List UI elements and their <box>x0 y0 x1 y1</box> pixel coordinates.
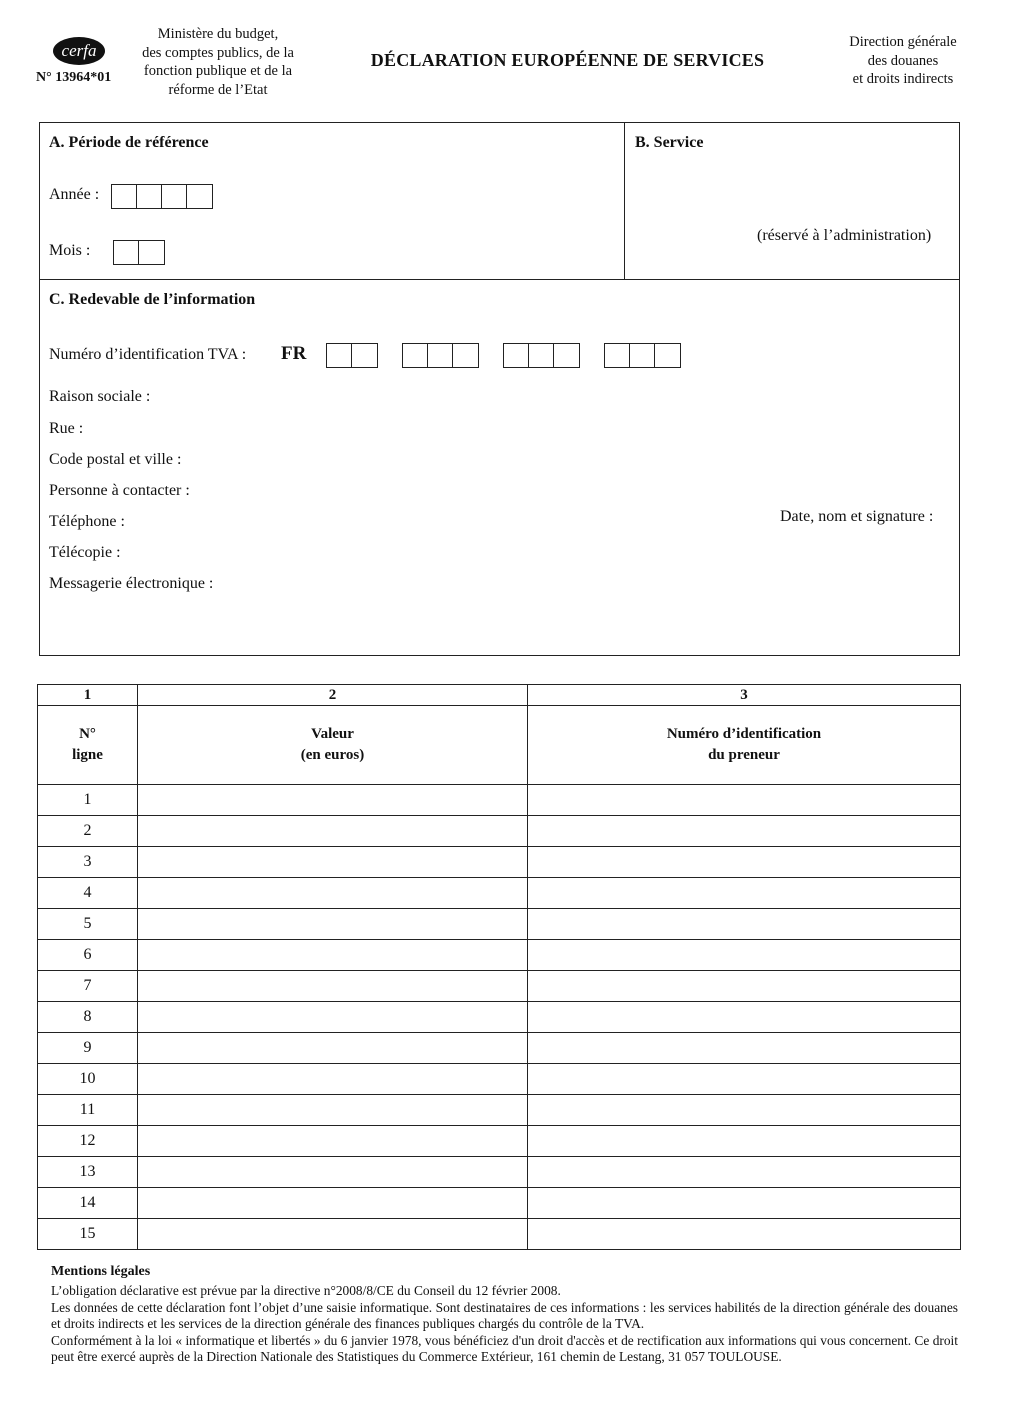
month-label: Mois : <box>49 242 91 259</box>
taker-id-cell[interactable] <box>528 785 961 816</box>
year-digit-cell[interactable] <box>137 185 162 208</box>
direction-name <box>828 33 978 89</box>
table-row <box>38 785 961 816</box>
value-cell[interactable] <box>138 1033 528 1064</box>
header-text: N° <box>79 726 96 742</box>
column-number: 1 <box>38 685 138 706</box>
cerfa-logo-text: cerfa <box>61 41 97 60</box>
vat-digit-cell[interactable] <box>428 344 453 367</box>
cerfa-logo <box>52 36 106 66</box>
vat-number-label: Numéro d’identification TVA : <box>49 346 247 363</box>
vat-digit-cell[interactable] <box>504 344 529 367</box>
header-text: (en euros) <box>300 747 365 763</box>
postal-city-label: Code postal et ville : <box>49 451 182 468</box>
value-cell[interactable] <box>138 847 528 878</box>
section-c-title: C. Redevable de l’information <box>49 291 256 308</box>
year-label: Année : <box>49 186 100 203</box>
value-cell[interactable] <box>138 816 528 847</box>
line-number-cell: 10 <box>38 1064 138 1095</box>
table-row <box>38 878 961 909</box>
vat-digit-cell[interactable] <box>605 344 630 367</box>
header-text: Valeur <box>311 726 354 742</box>
value-cell[interactable] <box>138 909 528 940</box>
year-digit-cell[interactable] <box>112 185 137 208</box>
legal-text <box>51 1283 958 1366</box>
year-digit-cell[interactable] <box>162 185 187 208</box>
legal-paragraph: L’obligation déclarative est prévue par la directive n°2008/8/CE du Conseil du 12 février 2008. <box>51 1283 561 1298</box>
vat-group-3-cells[interactable] <box>604 343 681 368</box>
vat-group-2-cells[interactable] <box>503 343 580 368</box>
table-row <box>38 1033 961 1064</box>
signature-label: Date, nom et signature : <box>780 508 934 525</box>
contact-person-label: Personne à contacter : <box>49 482 190 499</box>
column-number-row <box>38 685 961 706</box>
year-digit-cell[interactable] <box>187 185 212 208</box>
table-row <box>38 816 961 847</box>
taker-id-cell[interactable] <box>528 940 961 971</box>
vat-digit-cell[interactable] <box>554 344 579 367</box>
ministry-line: fonction publique et de la <box>143 63 293 79</box>
line-number-cell: 14 <box>38 1188 138 1219</box>
table-row <box>38 847 961 878</box>
services-table <box>37 684 961 1250</box>
month-digit-cell[interactable] <box>114 241 139 264</box>
line-number-cell: 3 <box>38 847 138 878</box>
taker-id-cell[interactable] <box>528 878 961 909</box>
value-cell[interactable] <box>138 1002 528 1033</box>
table-row <box>38 1002 961 1033</box>
form-number: N° 13964*01 <box>36 70 112 85</box>
ministry-name <box>128 25 308 99</box>
taker-id-cell[interactable] <box>528 1064 961 1095</box>
line-number-cell: 4 <box>38 878 138 909</box>
value-cell[interactable] <box>138 1095 528 1126</box>
direction-line: des douanes <box>867 52 939 69</box>
vat-key-cells[interactable] <box>326 343 378 368</box>
street-label: Rue : <box>49 420 84 437</box>
table-row <box>38 1219 961 1250</box>
header-text: du preneur <box>708 747 780 763</box>
line-number-cell: 5 <box>38 909 138 940</box>
value-cell[interactable] <box>138 940 528 971</box>
direction-line: et droits indirects <box>852 71 954 87</box>
legal-paragraph: Les données de cette déclaration font l’objet d’une saisie informatique. Sont destinataires de ces informations : les services habilités de la direction générale des douanes et droits indirects et les services de la direction générale des finances publiques chargés du contrôle de la TVA. <box>51 1299 958 1332</box>
line-number-cell: 1 <box>38 785 138 816</box>
table-row <box>38 1064 961 1095</box>
header-taker-id <box>528 706 961 785</box>
phone-label: Téléphone : <box>49 513 125 530</box>
taker-id-cell[interactable] <box>528 1126 961 1157</box>
ministry-line: des comptes publics, de la <box>142 44 294 61</box>
ministry-line: réforme de l’Etat <box>168 81 268 98</box>
vat-digit-cell[interactable] <box>453 344 478 367</box>
vat-digit-cell[interactable] <box>352 344 377 367</box>
vat-digit-cell[interactable] <box>655 344 680 367</box>
taker-id-cell[interactable] <box>528 1157 961 1188</box>
vat-prefix: FR <box>281 343 307 364</box>
column-header-row <box>38 706 961 785</box>
vat-digit-cell[interactable] <box>529 344 554 367</box>
value-cell[interactable] <box>138 785 528 816</box>
value-cell[interactable] <box>138 1188 528 1219</box>
ministry-line: Ministère du budget, <box>157 26 279 42</box>
value-cell[interactable] <box>138 1064 528 1095</box>
taker-id-cell[interactable] <box>528 909 961 940</box>
header-line-number <box>38 706 138 785</box>
month-digit-cell[interactable] <box>139 241 164 264</box>
admin-reserved-note: (réservé à l’administration) <box>757 227 932 244</box>
month-input-cells[interactable] <box>113 240 165 265</box>
table-row <box>38 1095 961 1126</box>
form-title: DÉCLARATION EUROPÉENNE DE SERVICES <box>370 50 765 70</box>
taker-id-cell[interactable] <box>528 1219 961 1250</box>
line-number-cell: 9 <box>38 1033 138 1064</box>
vat-digit-cell[interactable] <box>403 344 428 367</box>
table-row <box>38 1188 961 1219</box>
taker-id-cell[interactable] <box>528 847 961 878</box>
line-number-cell: 12 <box>38 1126 138 1157</box>
vat-digit-cell[interactable] <box>327 344 352 367</box>
taker-id-cell[interactable] <box>528 1188 961 1219</box>
legal-title: Mentions légales <box>51 1264 151 1279</box>
table-row <box>38 1126 961 1157</box>
column-number: 2 <box>138 685 528 706</box>
line-number-cell: 13 <box>38 1157 138 1188</box>
line-number-cell: 8 <box>38 1002 138 1033</box>
taker-id-cell[interactable] <box>528 1095 961 1126</box>
table-row <box>38 909 961 940</box>
taker-id-cell[interactable] <box>528 1033 961 1064</box>
table-row <box>38 971 961 1002</box>
column-number: 3 <box>528 685 961 706</box>
line-number-cell: 6 <box>38 940 138 971</box>
header-text: ligne <box>72 747 103 763</box>
table-row <box>38 1157 961 1188</box>
table-row <box>38 940 961 971</box>
line-number-cell: 7 <box>38 971 138 1002</box>
section-b-title: B. Service <box>635 134 704 151</box>
value-cell[interactable] <box>138 878 528 909</box>
legal-paragraph: Conformément à la loi « informatique et libertés » du 6 janvier 1978, vous bénéficiez d'un droit d'accès et de rectification aux informations qui vous concernent. Ce droit peut être exercé auprès de la Direction Nationale des Statistiques du Commerce Extérieur, 161 chemin de Lestang, 31 057 TOULOUSE. <box>51 1332 958 1365</box>
vat-group-1-cells[interactable] <box>402 343 479 368</box>
line-number-cell: 11 <box>38 1095 138 1126</box>
value-cell[interactable] <box>138 1219 528 1250</box>
vat-digit-cell[interactable] <box>630 344 655 367</box>
line-number-cell: 15 <box>38 1219 138 1250</box>
taker-id-cell[interactable] <box>528 816 961 847</box>
header-value <box>138 706 528 785</box>
direction-line: Direction générale <box>849 34 957 50</box>
email-label: Messagerie électronique : <box>49 575 214 592</box>
section-a-title: A. Période de référence <box>49 134 209 151</box>
value-cell[interactable] <box>138 1157 528 1188</box>
company-name-label: Raison sociale : <box>49 388 151 405</box>
taker-id-cell[interactable] <box>528 1002 961 1033</box>
value-cell[interactable] <box>138 971 528 1002</box>
value-cell[interactable] <box>138 1126 528 1157</box>
fax-label: Télécopie : <box>49 544 121 561</box>
line-number-cell: 2 <box>38 816 138 847</box>
year-input-cells[interactable] <box>111 184 213 209</box>
taker-id-cell[interactable] <box>528 971 961 1002</box>
header-text: Numéro d’identification <box>666 726 822 742</box>
